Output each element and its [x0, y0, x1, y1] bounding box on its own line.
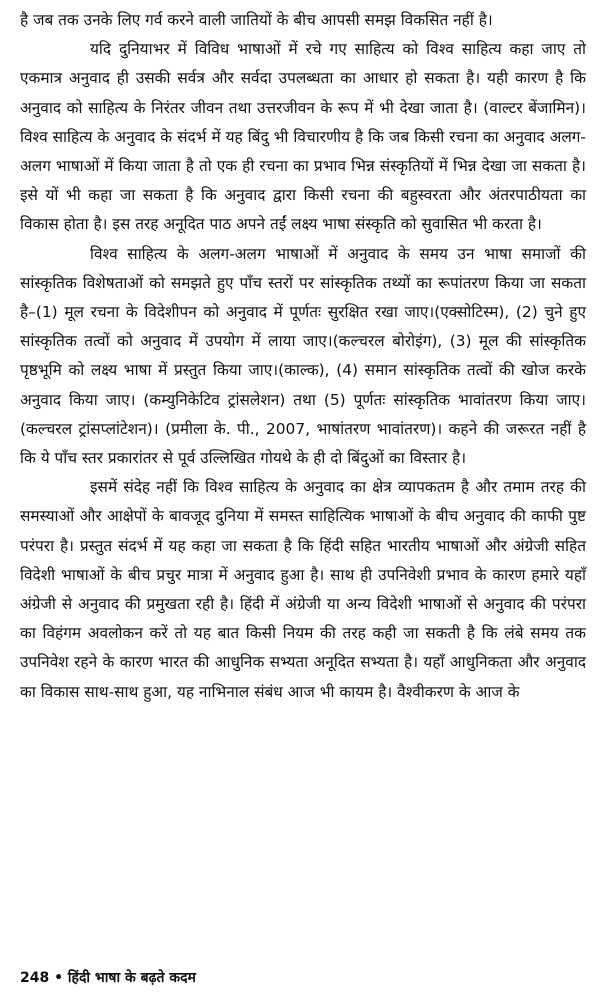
- page-footer: 248 • हिंदी भाषा के बढ़ते कदम: [20, 970, 196, 986]
- paragraph-continuation: है जब तक उनके लिए गर्व करने वाली जातियों के बीच आपसी समझ विकसित नहीं है।: [20, 11, 493, 29]
- paragraph: इसमें संदेह नहीं कि विश्व साहित्य के अनुवाद का क्षेत्र व्यापकतम है और तमाम तरह की समस्याओं और आक्षेपों के बावजूद दुनिया में समस्त साहित्यिक भाषाओं के बीच अनुवाद की काफी पुष्ट परंपरा है। प्रस्तुत संदर्भ में यह कहा जा सकता है कि हिंदी सहित भारतीय भाषाओं और अंग्रेजी सहित विदेशी भाषाओं के बीच प्रचुर मात्रा में अनुवाद हुआ है। साथ ही उपनिवेशी प्रभाव के कारण हमारे यहाँ अंग्रेजी से अनुवाद की प्रमुखता रही है। हिंदी में अंग्रेजी या अन्य विदेशी भाषाओं से अनुवाद की परंपरा का विहंगम अवलोकन करें तो यह बात किसी नियम की तरह कही जा सकती है कि लंबे समय तक उपनिवेश रहने के कारण भारत की आधुनिक सभ्यता अनूदित सभ्यता है। यहाँ आधुनिकता और अनुवाद का विकास साथ-साथ हुआ, यह नाभिनाल संबंध आज भी कायम है। वैश्वीकरण के आज के: [20, 478, 586, 701]
- page-body: [20, 6, 586, 707]
- paragraph: विश्व साहित्य के अलग-अलग भाषाओं में अनुवाद के समय उन भाषा समाजों की सांस्कृतिक विशेषताओं को समझते हुए पाँच स्तरों पर सांस्कृतिक तथ्यों का रूपांतरण किया जा सकता है–(1) मूल रचना के विदेशीपन को अनुवाद में पूर्णतः सुरक्षित रखा जाए।(एक्सोटिस्म), (2) चुने हुए सांस्कृतिक तत्वों को अनुवाद में उपयोग में लाया जाए।(कल्चरल बोरोइंग), (3) मूल की सांस्कृतिक पृष्ठभूमि को लक्ष्य भाषा में प्रस्तुत किया जाए।(काल्क), (4) समान सांस्कृतिक तत्वों की खोज करके अनुवाद किया जाए। (कम्युनिकेटिव ट्रांसलेशन) तथा (5) पूर्णतः सांस्कृतिक भावांतरण किया जाए। (कल्चरल ट्रांसप्लांटेशन)। (प्रमीला के. पी., 2007, भाषांतरण भावांतरण)। कहने की जरूरत नहीं है कि ये पाँच स्तर प्रकारांतर से पूर्व उल्लिखित गोयथे के ही दो बिंदुओं का विस्तार है।: [20, 244, 586, 468]
- paragraph: यदि दुनियाभर में विविध भाषाओं में रचे गए साहित्य को विश्व साहित्य कहा जाए तो एकमात्र अनुवाद ही उसकी सर्वत्र और सर्वदा उपलब्धता का आधार हो सकता है। यही कारण है कि अनुवाद को साहित्य के निरंतर जीवन तथा उत्तरजीवन के रूप में भी देखा जाता है। (वाल्टर बेंजामिन)। विश्व साहित्य के अनुवाद के संदर्भ में यह बिंदु भी विचारणीय है कि जब किसी रचना का अनुवाद अलग-अलग भाषाओं में किया जाता है तो एक ही रचना का प्रभाव भिन्न संस्कृतियों में भिन्न देखा जा सकता है। इसे यों भी कहा जा सकता है कि अनुवाद द्वारा किसी रचना की बहुस्वरता और अंतरपाठीयता का विकास होता है। इस तरह अनूदित पाठ अपने तईं लक्ष्य भाषा संस्कृति को सुवासित भी करता है।: [20, 40, 586, 234]
